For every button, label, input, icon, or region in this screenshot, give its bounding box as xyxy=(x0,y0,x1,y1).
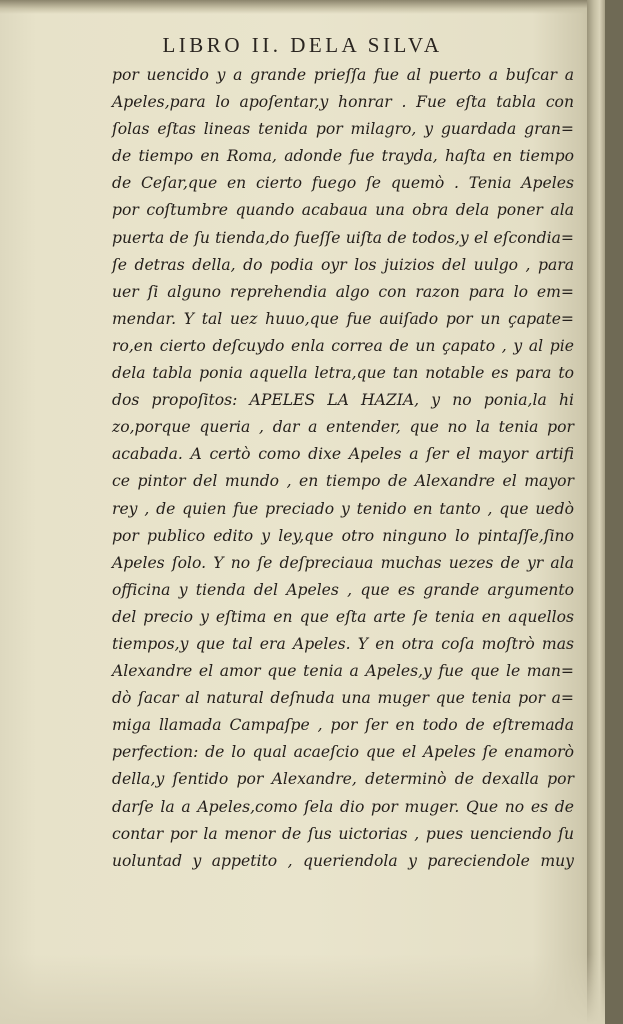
text-line: uer ſi alguno reprehendia algo con razon para lo em= xyxy=(112,282,574,301)
text-line: dos propoſitos: APELES LA HAZIA, y no ponia,la hi xyxy=(112,391,574,410)
text-line: dela tabla ponia aquella letra,que tan notable es para to xyxy=(112,364,574,383)
text-line: por uencido y a grande prieſſa fue al puerto a buſcar a xyxy=(112,66,574,84)
text-line: perfection: de lo qual acaeſcio que el Apeles ſe enamorò xyxy=(112,743,574,762)
text-line: Alexandre el amor que tenia a Apeles,y fue que le man= xyxy=(112,662,574,681)
body-text xyxy=(112,62,574,875)
text-line: de tiempo en Roma, adonde fue trayda, haſta en tiempo xyxy=(112,147,574,166)
text-line: Apeles ſolo. Y no ſe deſpreciaua muchas uezes de yr ala xyxy=(112,553,574,572)
text-line: uoluntad y appetito , queriendola y pareciendole muy xyxy=(112,851,574,870)
text-line: contar por la menor de ſus uictorias , pues uenciendo ſu xyxy=(112,824,574,843)
text-line: del precio y eſtima en que eſta arte ſe tenia en aquellos xyxy=(112,607,574,626)
text-line: puerta de ſu tienda,do fueſſe uiſta de todos,y el eſcondia= xyxy=(112,228,574,247)
text-line: ce pintor del mundo , en tiempo de Alexandre el mayor xyxy=(112,472,574,491)
text-line: ſe detras della, do podia oyr los juizios del uulgo , para xyxy=(112,255,574,274)
page-edge-shadow xyxy=(587,0,605,1024)
text-line: por coſtumbre quando acabaua una obra dela poner ala xyxy=(112,201,574,220)
text-line: por publico edito y ley,que otro ninguno lo pintaſſe,ſino xyxy=(112,526,574,545)
text-line: rey , de quien fue preciado y tenido en tanto , que uedò xyxy=(112,499,574,518)
text-line: zo,porque queria , dar a entender, que no la tenia por xyxy=(112,418,574,437)
text-line: Apeles,para lo apoſentar,y honrar . Fue eſta tabla con xyxy=(112,93,574,112)
text-line: tiempos,y que tal era Apeles. Y en otra coſa moſtrò mas xyxy=(112,634,574,653)
running-head: LIBRO II. DELA SILVA xyxy=(162,33,443,57)
text-line: acabada. A certò como dixe Apeles a ſer el mayor artifi xyxy=(112,445,574,464)
text-line: ſolas eſtas lineas tenida por milagro, y guardada gran= xyxy=(112,120,574,139)
text-line: de Ceſar,que en cierto fuego ſe quemò . Tenia Apeles xyxy=(112,174,574,193)
text-line: ro,en cierto deſcuydo enla correa de un çapato , y al pie xyxy=(112,336,574,355)
text-line: della,y ſentido por Alexandre, determinò de dexalla por xyxy=(112,770,574,789)
text-line: dò ſacar al natural deſnuda una muger que tenia por a= xyxy=(112,689,574,708)
text-line: mendar. Y tal uez huuo,que fue auiſado por un çapate= xyxy=(112,309,574,328)
text-line: miga llamada Campaſpe , por ſer en todo de eſtremada xyxy=(112,716,574,735)
text-line: darſe la a Apeles,como ſela dio por muger. Que no es de xyxy=(112,797,574,816)
text-line: officina y tienda del Apeles , que es grande argumento xyxy=(112,580,574,599)
